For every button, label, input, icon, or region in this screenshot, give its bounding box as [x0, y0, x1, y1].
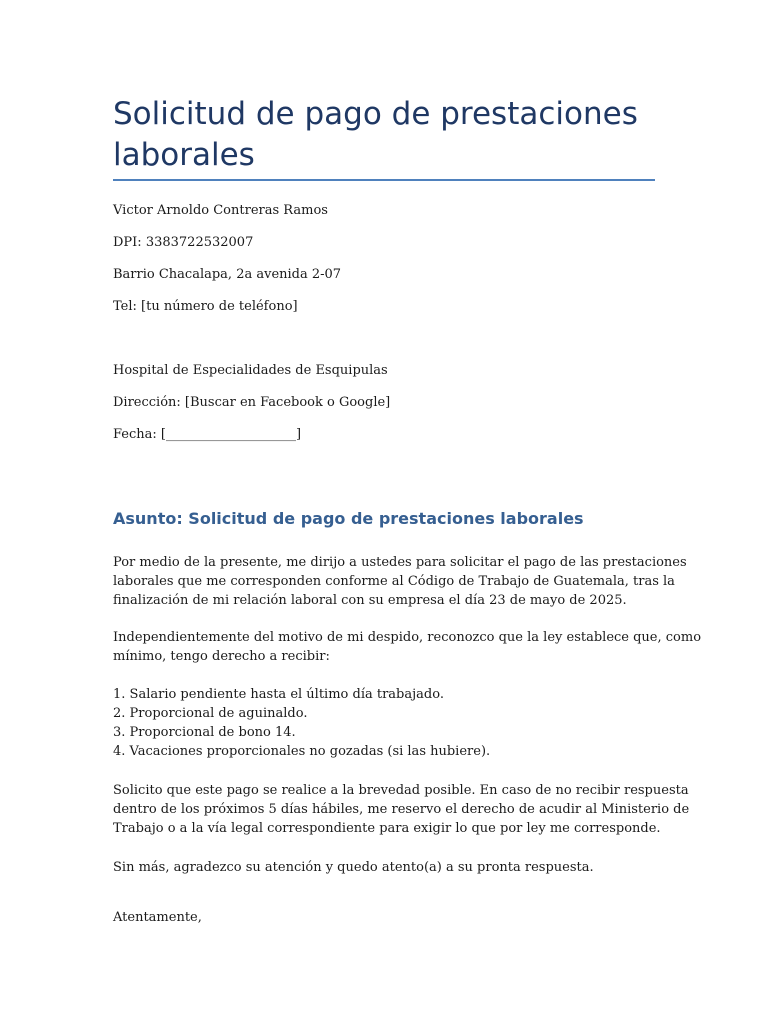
body-paragraph-2-line: mínimo, tengo derecho a recibir: [113, 649, 330, 664]
list-item: 1. Salario pendiente hasta el último día trabajado. [113, 687, 444, 702]
body-paragraph-3 [113, 781, 690, 838]
document-title-line-2: laborales [113, 137, 255, 173]
body-paragraph-1-line: finalización de mi relación laboral con su empresa el día 23 de mayo de 2025. [113, 593, 627, 608]
body-paragraph-3-line: dentro de los próximos 5 días hábiles, me reservo el derecho de acudir al Ministerio de [113, 802, 690, 817]
list-item: 4. Vacaciones proporcionales no gozadas (si las hubiere). [113, 744, 491, 759]
list-item: 2. Proporcional de aguinaldo. [113, 706, 308, 721]
body-paragraph-1-line: laborales que me corresponden conforme al Código de Trabajo de Guatemala, tras la [113, 574, 675, 589]
recipient-address: Dirección: [Buscar en Facebook o Google] [113, 395, 391, 410]
sender-phone: Tel: [tu número de teléfono] [113, 299, 298, 314]
recipient-name: Hospital de Especialidades de Esquipulas [113, 363, 388, 378]
document-title [113, 94, 655, 176]
sender-dpi: DPI: 3383722532007 [113, 235, 254, 250]
body-paragraph-2-line: Independientemente del motivo de mi despido, reconozco que la ley establece que, como [113, 630, 702, 645]
body-paragraph-2 [113, 628, 702, 666]
subject-heading: Asunto: Solicitud de pago de prestaciones laborales [113, 509, 584, 528]
list-item: 3. Proporcional de bono 14. [113, 725, 296, 740]
sender-name: Victor Arnoldo Contreras Ramos [113, 203, 328, 218]
entitlements-list [113, 685, 490, 761]
body-paragraph-3-line: Trabajo o a la vía legal correspondiente para exigir lo que por ley me corresponde. [113, 821, 661, 836]
body-paragraph-3-line: Solicito que este pago se realice a la brevedad posible. En caso de no recibir respuesta [113, 783, 689, 798]
closing: Atentamente, [113, 910, 202, 925]
title-underline [113, 179, 655, 181]
document-title-line-1: Solicitud de pago de prestaciones [113, 96, 638, 132]
body-paragraph-4: Sin más, agradezco su atención y quedo atento(a) a su pronta respuesta. [113, 860, 594, 875]
sender-address: Barrio Chacalapa, 2a avenida 2-07 [113, 267, 342, 282]
body-paragraph-1-line: Por medio de la presente, me dirijo a ustedes para solicitar el pago de las prestaciones [113, 555, 687, 570]
body-paragraph-1 [113, 553, 687, 610]
letter-date: Fecha: [____________________] [113, 427, 302, 442]
